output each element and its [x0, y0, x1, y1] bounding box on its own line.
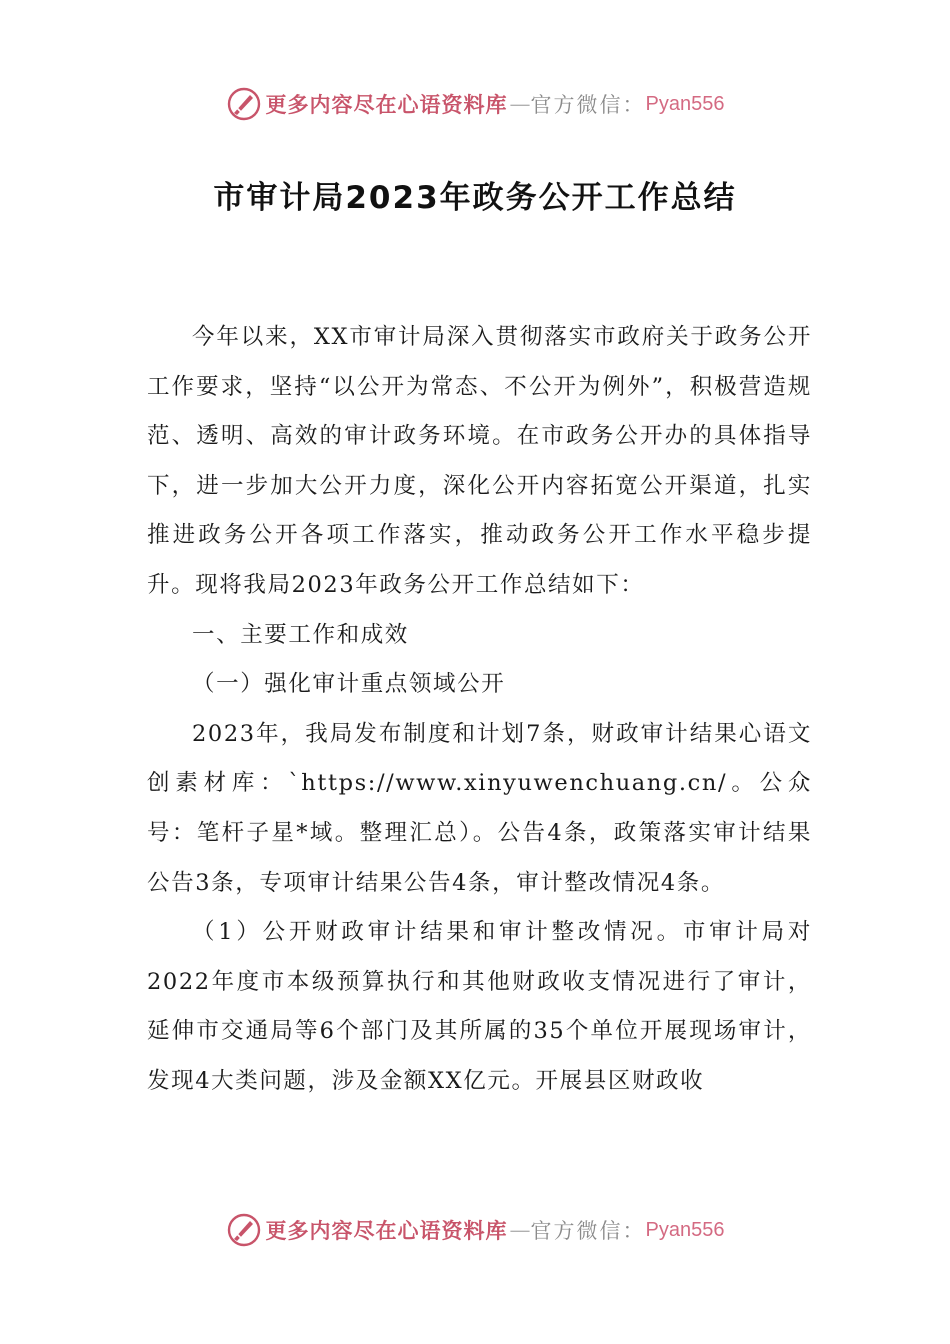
watermark-wechat-id: Pyan556: [645, 92, 725, 115]
document-body: [147, 313, 812, 1107]
watermark-wechat-label: 官方微信：: [530, 1219, 646, 1243]
paragraph-finance-audit: （1）公开财政审计结果和审计整改情况。市审计局对2022年度市本级预算执行和其他财政收支情况进行了审计，延伸市交通局等6个部门及其所属的35个单位开展现场审计，发现4大类问题，涉及金额XX亿元。开展县区财政收: [147, 919, 812, 1094]
watermark-banner-bottom: [0, 1210, 950, 1250]
watermark-brand: 更多内容尽在心语资料库: [265, 1218, 508, 1243]
watermark-separator: —: [509, 1218, 529, 1242]
watermark-separator: —: [509, 92, 529, 116]
paragraph-intro: 今年以来，XX市审计局深入贯彻落实市政府关于政务公开工作要求，坚持“以公开为常态、不公开为例外”，积极营造规范、透明、高效的审计政务环境。在市政务公开办的具体指导下，进一步加大公开力度，深化公开内容拓宽公开渠道，扎实推进政务公开各项工作落实，推动政务公开工作水平稳步提升。现将我局2023年政务公开工作总结如下：: [147, 324, 812, 598]
paragraph-stats: 2023年，我局发布制度和计划7条，财政审计结果心语文创素材库：`https://www.xinyuwenchuang.cn/。公众号：笔杆子星*域。整理汇总）。公告4条，政策落实审计结果公告3条，专项审计结果公告4条，审计整改情况4条。: [147, 720, 812, 896]
heading-level-1: 一、主要工作和成效: [192, 621, 409, 648]
watermark-wechat-id: Pyan556: [645, 1218, 725, 1241]
watermark-banner-top: [0, 84, 950, 124]
watermark-wechat-label: 官方微信：: [530, 93, 646, 117]
quill-logo-icon: [226, 1212, 262, 1248]
document-title: 市审计局2023年政务公开工作总结: [213, 180, 737, 216]
quill-logo-icon: [226, 86, 262, 122]
watermark-brand: 更多内容尽在心语资料库: [265, 92, 508, 117]
heading-level-2: （一）强化审计重点领域公开: [192, 671, 506, 698]
